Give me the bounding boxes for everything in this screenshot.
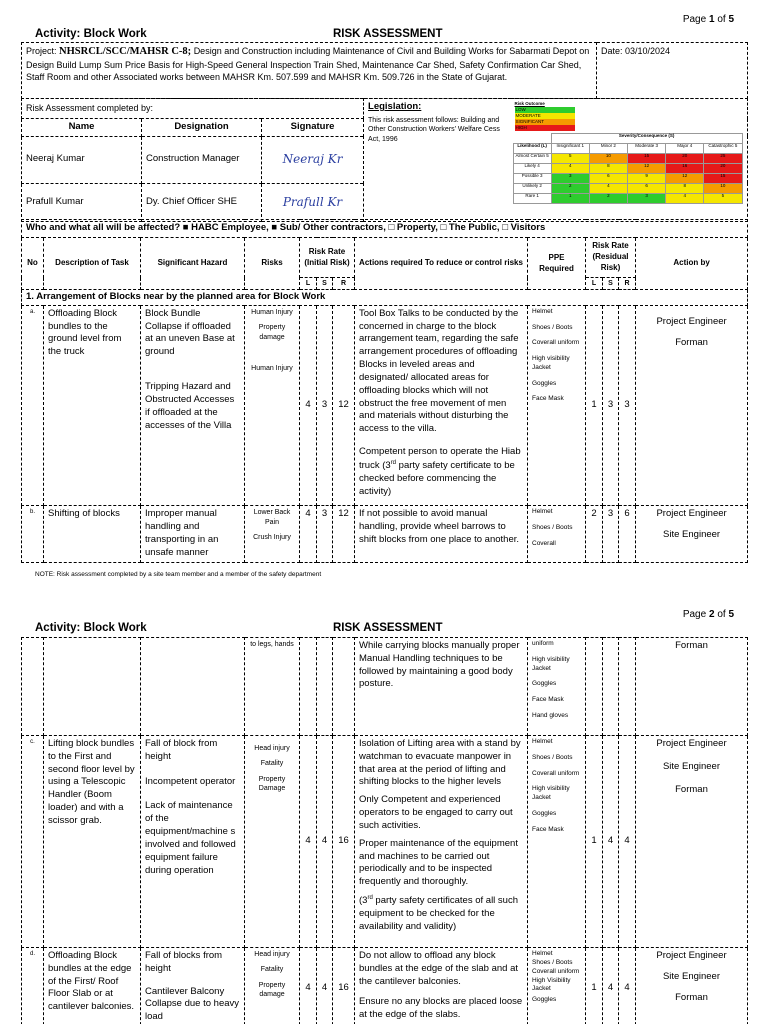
table-row xyxy=(22,638,748,736)
actions-cell: While carrying blocks manually proper Manual Handling techniques to be followed by maintaining a good body posture. xyxy=(355,638,528,736)
row-number: c. xyxy=(22,736,44,948)
risks-cell: Head injury Fatality Property damage xyxy=(245,948,300,1024)
th-ppe: PPE Required xyxy=(528,238,586,290)
th-residual-risk: Risk Rate (Residual Risk) xyxy=(586,238,636,278)
col-signature: Signature xyxy=(262,119,364,137)
th-task: Description of Task xyxy=(44,238,141,290)
residual-s: 3 xyxy=(603,305,619,506)
risk-matrix: Risk Outcome LOW MODERATE SIGNIFICANT HIGH Severity/Consequence (S) Likelihood (L) Insignificant 1 Minor 2 Moderate 3 Major 4 Catastrophic 5 Almost Certain 5 5 10 15 20 25 Likely 4 4 8 12 16 20 Possible 3 3 6 9 12 15 Unlikely 2 2 4 6 8 10 Rare 1 1 2 3 4 5 xyxy=(511,99,748,222)
row-number: b. xyxy=(22,506,44,562)
assessors-table xyxy=(21,98,748,222)
residual-s: 4 xyxy=(603,736,619,948)
signature-2: Prafull Kr xyxy=(262,183,364,221)
action-by-cell: Project Engineer Forman xyxy=(636,305,748,506)
residual-r: 3 xyxy=(619,305,636,506)
initial-s: 4 xyxy=(317,948,333,1024)
task-description: Shifting of blocks xyxy=(44,506,141,562)
completed-by-label: Risk Assessment completed by: xyxy=(22,99,364,119)
activity-title: Activity: Block Work xyxy=(35,622,147,634)
activity-title: Activity: Block Work xyxy=(35,28,147,40)
th-rl: L xyxy=(586,278,603,290)
risk-table-page2 xyxy=(21,637,748,1024)
th-rs: S xyxy=(603,278,619,290)
table-row xyxy=(22,948,748,1024)
action-by-cell: Project Engineer Site Engineer Forman xyxy=(636,948,748,1024)
initial-r: 12 xyxy=(333,305,355,506)
actions-cell: Isolation of Lifting area with a stand by watchman to evacuate manpower in that area at the period of lifting and shifting blocks to the higher levels Only Competent and experienced operators to be engaged to carry out such activities. Proper maintenance of the equipment and machines to be carried out periodically and to be inspected frequently and thoroughly. (3rd party safety certificates of all such equipment to be checked for the availability and validity) xyxy=(355,736,528,948)
action-by-cell: Forman xyxy=(636,638,748,736)
initial-r: 12 xyxy=(333,506,355,562)
ppe-cell: Helmet Shoes / Boots Coverall uniform High visibility Jacket Goggles Face Mask xyxy=(528,736,586,948)
document-title: RISK ASSESSMENT xyxy=(333,28,443,40)
residual-s: 3 xyxy=(603,506,619,562)
task-description: Lifting block bundles to the First and second floor level by using a Telescopic Handler (Boom loader) and with a scissor grab. xyxy=(44,736,141,948)
table-row xyxy=(22,506,748,562)
assessor-designation-1: Construction Manager xyxy=(142,136,262,183)
risks-cell: Human Injury Property damage Human Injury xyxy=(245,305,300,506)
action-by-cell: Project Engineer Site Engineer xyxy=(636,506,748,562)
page-number: Page 2 of 5 xyxy=(682,609,734,620)
action-by-cell: Project Engineer Site Engineer Forman xyxy=(636,736,748,948)
row-number: a. xyxy=(22,305,44,506)
th-risks: Risks xyxy=(245,238,300,290)
page-2 xyxy=(0,600,768,1024)
legislation-cell: Legislation: This risk assessment follows: Building and Other Construction Workers' Welfare Cess Act, 1996 xyxy=(364,99,511,222)
th-rr: R xyxy=(619,278,636,290)
actions-cell: If not possible to avoid manual handling, provide wheel barrows to shift blocks from one place to another. xyxy=(355,506,528,562)
task-description: Offloading Block bundles to the ground level from the truck xyxy=(44,305,141,506)
th-s: S xyxy=(317,278,333,290)
initial-s: 3 xyxy=(317,305,333,506)
initial-l: 4 xyxy=(300,305,317,506)
section-heading: 1. Arrangement of Blocks near by the planned area for Block Work xyxy=(22,290,748,306)
th-initial-risk: Risk Rate (Initial Risk) xyxy=(300,238,355,278)
col-designation: Designation xyxy=(142,119,262,137)
residual-r: 4 xyxy=(619,948,636,1024)
table-row xyxy=(22,305,748,506)
initial-l: 4 xyxy=(300,948,317,1024)
footnote: NOTE: Risk assessment completed by a site team member and a member of the safety department xyxy=(35,571,322,578)
th-r: R xyxy=(333,278,355,290)
project-cell: Project: NHSRCL/SCC/MAHSR C-8; Design and Construction including Maintenance of Civil and Building Works for Sabarmati Depot on Design Build Lump Sum Price Basis for High-Speed General Inspection Train Shed, Maintenance Car Shed, Safety Confirmation Car Shed, Staff Room and other Associated works between MAHSR Km. 507.599 and MAHSR Km. 509.726 in the State of Gujarat. xyxy=(22,43,597,99)
initial-s: 4 xyxy=(317,736,333,948)
th-action-by: Action by xyxy=(636,238,748,290)
ppe-cell: Helmet Shoes / Boots Coverall uniform High visibility Jacket Goggles Face Mask xyxy=(528,305,586,506)
residual-s: 4 xyxy=(603,948,619,1024)
residual-l: 1 xyxy=(586,305,603,506)
ppe-cell: uniform High visibility Jacket Goggles Face Mask Hand gloves xyxy=(528,638,586,736)
initial-r: 16 xyxy=(333,948,355,1024)
row-number: d. xyxy=(22,948,44,1024)
actions-cell: Do not allow to offload any block bundles at the edge of the slab and at the cantilever balconies. Ensure no any blocks are placed loose at the edge of the slabs. xyxy=(355,948,528,1024)
residual-l: 2 xyxy=(586,506,603,562)
document-title: RISK ASSESSMENT xyxy=(333,622,443,634)
th-actions: Actions required To reduce or control risks xyxy=(355,238,528,290)
risk-table-page1 xyxy=(21,219,748,563)
th-no: No xyxy=(22,238,44,290)
hazard-cell: Fall of blocks from height Cantilever Balcony Collapse due to heavy load xyxy=(141,948,245,1024)
initial-s: 3 xyxy=(317,506,333,562)
col-name: Name xyxy=(22,119,142,137)
ppe-cell: Helmet Shoes / Boots Coverall uniform High Visibility Jacket Goggles xyxy=(528,948,586,1024)
residual-l: 1 xyxy=(586,948,603,1024)
hazard-cell: Improper manual handling and transporting in an unsafe manner xyxy=(141,506,245,562)
initial-l: 4 xyxy=(300,736,317,948)
hazard-cell: Block Bundle Collapse if offloaded at an uneven Base at ground Tripping Hazard and Obstructed Accesses if offloaded at the accesses of the Villa xyxy=(141,305,245,506)
residual-r: 4 xyxy=(619,736,636,948)
task-description: Offloading Block bundles at the edge of the First/ Roof Floor Slab or at cantilever balconies. xyxy=(44,948,141,1024)
actions-cell: Tool Box Talks to be conducted by the concerned in charge to the block arrangement team, regarding the safe arrangement procedures of offloading Blocks in leveled areas and designated/ allocated areas for offloading blocks which will not obstruct the free movement of men and materials without disturbing the access to the villa. Competent person to operate the Hiab truck (3rd party safety certificate to be checked before commencing the activity) xyxy=(355,305,528,506)
assessor-designation-2: Dy. Chief Officer SHE xyxy=(142,183,262,221)
page-number: Page 1 of 5 xyxy=(682,14,734,25)
risks-cell: Lower Back Pain Crush Injury xyxy=(245,506,300,562)
assessor-name-2: Prafull Kumar xyxy=(22,183,142,221)
residual-l: 1 xyxy=(586,736,603,948)
th-l: L xyxy=(300,278,317,290)
header-table xyxy=(21,42,748,99)
initial-r: 16 xyxy=(333,736,355,948)
assessor-name-1: Neeraj Kumar xyxy=(22,136,142,183)
hazard-cell: Fall of block from height Incompetent operator Lack of maintenance of the equipment/machine s involved and followed equipment failure during operation xyxy=(141,736,245,948)
residual-r: 6 xyxy=(619,506,636,562)
th-hazard: Significant Hazard xyxy=(141,238,245,290)
table-row xyxy=(22,736,748,948)
date-cell: Date: 03/10/2024 xyxy=(597,43,748,99)
risk-matrix-grid: Severity/Consequence (S) Likelihood (L) Insignificant 1 Minor 2 Moderate 3 Major 4 Catastrophic 5 Almost Certain 5 5 10 15 20 25 Likely 4 4 8 12 16 20 Possible 3 3 6 9 12 15 Unlikely 2 2 4 6 8 10 Rare 1 1 2 3 4 5 xyxy=(513,133,743,204)
initial-l: 4 xyxy=(300,506,317,562)
risks-cell: to legs, hands xyxy=(245,638,300,736)
affected-line: Who and what all will be affected? ■ HABC Employee, ■ Sub/ Other contractors, □ Property, □ The Public, □ Visitors xyxy=(22,220,748,238)
ppe-cell: Helmet Shoes / Boots Coverall xyxy=(528,506,586,562)
risk-outcome-legend: LOW MODERATE SIGNIFICANT HIGH xyxy=(515,107,575,131)
signature-1: Neeraj Kr xyxy=(262,136,364,183)
risks-cell: Head injury Fatality Property Damage xyxy=(245,736,300,948)
